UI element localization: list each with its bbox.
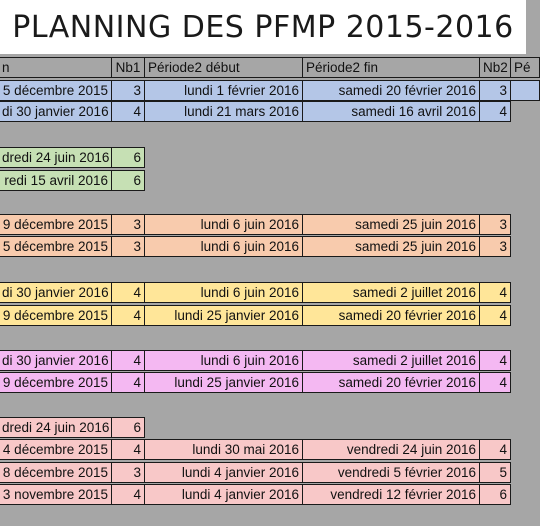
cell-p2-debut[interactable]: lundi 4 janvier 2016 [144, 484, 303, 505]
cell-fin[interactable]: 5 décembre 2015 [0, 236, 112, 257]
cell-fin[interactable]: 4 décembre 2015 [0, 439, 112, 460]
cell-p2-fin[interactable]: samedi 20 février 2016 [302, 372, 480, 393]
cell-p2-debut[interactable]: lundi 6 juin 2016 [144, 236, 303, 257]
cell-nb1[interactable]: 4 [111, 282, 145, 303]
cell-fin[interactable]: 9 décembre 2015 [0, 214, 112, 235]
header-fin[interactable]: n [0, 57, 112, 78]
header-next[interactable]: Pé [510, 57, 540, 78]
header-nb1[interactable]: Nb1 [111, 57, 145, 78]
cell-nb1[interactable]: 6 [111, 147, 145, 168]
cell-nb2[interactable]: 4 [479, 282, 511, 303]
cell-fin[interactable]: 9 décembre 2015 [0, 372, 112, 393]
header-row [0, 57, 531, 79]
cell-nb1[interactable]: 3 [111, 236, 145, 257]
cell-p2-fin[interactable]: vendredi 24 juin 2016 [302, 439, 480, 460]
cell-nb1[interactable]: 6 [111, 170, 145, 191]
cell-nb2[interactable]: 3 [479, 236, 511, 257]
cell-p2-fin[interactable]: samedi 20 février 2016 [302, 305, 480, 326]
table-row [0, 417, 526, 439]
cell-p2-debut[interactable]: lundi 4 janvier 2016 [144, 462, 303, 483]
cell-nb1[interactable]: 4 [111, 484, 145, 505]
table-row [0, 305, 526, 327]
cell-p2-fin[interactable]: samedi 20 février 2016 [302, 80, 480, 101]
cell-nb1[interactable]: 4 [111, 350, 145, 371]
cell-nb1[interactable]: 4 [111, 101, 145, 122]
cell-nb2[interactable]: 5 [479, 462, 511, 483]
cell-p2-debut[interactable]: lundi 25 janvier 2016 [144, 305, 303, 326]
cell-fin[interactable]: di 30 janvier 2016 [0, 282, 112, 303]
cell-p2-debut[interactable]: lundi 1 février 2016 [144, 80, 303, 101]
cell-next[interactable] [510, 80, 540, 101]
cell-fin[interactable]: dredi 24 juin 2016 [0, 147, 112, 168]
cell-p2-fin[interactable]: samedi 2 juillet 2016 [302, 350, 480, 371]
cell-nb2[interactable]: 4 [479, 101, 511, 122]
cell-nb1[interactable]: 4 [111, 305, 145, 326]
cell-fin[interactable]: dredi 24 juin 2016 [0, 417, 112, 438]
cell-nb2[interactable]: 4 [479, 372, 511, 393]
cell-nb1[interactable]: 6 [111, 417, 145, 438]
cell-fin[interactable]: di 30 janvier 2016 [0, 101, 112, 122]
table-row [0, 80, 526, 102]
cell-fin[interactable]: 9 décembre 2015 [0, 305, 112, 326]
table-row [0, 101, 526, 123]
cell-fin[interactable]: di 30 janvier 2016 [0, 350, 112, 371]
cell-nb2[interactable]: 3 [479, 80, 511, 101]
table-row [0, 236, 526, 258]
cell-nb1[interactable]: 4 [111, 439, 145, 460]
header-p2-debut[interactable]: Période2 début [144, 57, 303, 78]
cell-fin[interactable]: 5 décembre 2015 [0, 80, 112, 101]
cell-nb1[interactable]: 3 [111, 462, 145, 483]
table-row [0, 170, 526, 192]
table-row [0, 214, 526, 236]
cell-nb1[interactable]: 3 [111, 214, 145, 235]
header-p2-fin[interactable]: Période2 fin [302, 57, 480, 78]
cell-p2-fin[interactable]: samedi 16 avril 2016 [302, 101, 480, 122]
cell-p2-debut[interactable]: lundi 6 juin 2016 [144, 350, 303, 371]
table-row [0, 147, 526, 169]
cell-nb2[interactable]: 4 [479, 305, 511, 326]
cell-p2-fin[interactable]: samedi 2 juillet 2016 [302, 282, 480, 303]
cell-nb2[interactable]: 4 [479, 350, 511, 371]
cell-p2-fin[interactable]: samedi 25 juin 2016 [302, 236, 480, 257]
header-nb2[interactable]: Nb2 [479, 57, 511, 78]
table-row [0, 350, 526, 372]
cell-fin[interactable]: 8 décembre 2015 [0, 462, 112, 483]
cell-nb2[interactable]: 4 [479, 439, 511, 460]
cell-p2-fin[interactable]: vendredi 12 février 2016 [302, 484, 480, 505]
table-row [0, 439, 526, 461]
cell-p2-debut[interactable]: lundi 25 janvier 2016 [144, 372, 303, 393]
table-row [0, 484, 526, 506]
cell-fin[interactable]: redi 15 avril 2016 [0, 170, 112, 191]
page-title: PLANNING DES PFMP 2015-2016 [12, 10, 514, 45]
cell-nb1[interactable]: 3 [111, 80, 145, 101]
cell-p2-debut[interactable]: lundi 21 mars 2016 [144, 101, 303, 122]
cell-nb1[interactable]: 4 [111, 372, 145, 393]
cell-p2-debut[interactable]: lundi 30 mai 2016 [144, 439, 303, 460]
cell-p2-fin[interactable]: vendredi 5 février 2016 [302, 462, 480, 483]
cell-p2-debut[interactable]: lundi 6 juin 2016 [144, 282, 303, 303]
cell-fin[interactable]: 3 novembre 2015 [0, 484, 112, 505]
table-row [0, 282, 526, 304]
table-row [0, 462, 526, 484]
cell-p2-debut[interactable]: lundi 6 juin 2016 [144, 214, 303, 235]
cell-nb2[interactable]: 6 [479, 484, 511, 505]
cell-p2-fin[interactable]: samedi 25 juin 2016 [302, 214, 480, 235]
cell-nb2[interactable]: 3 [479, 214, 511, 235]
table-row [0, 372, 526, 394]
